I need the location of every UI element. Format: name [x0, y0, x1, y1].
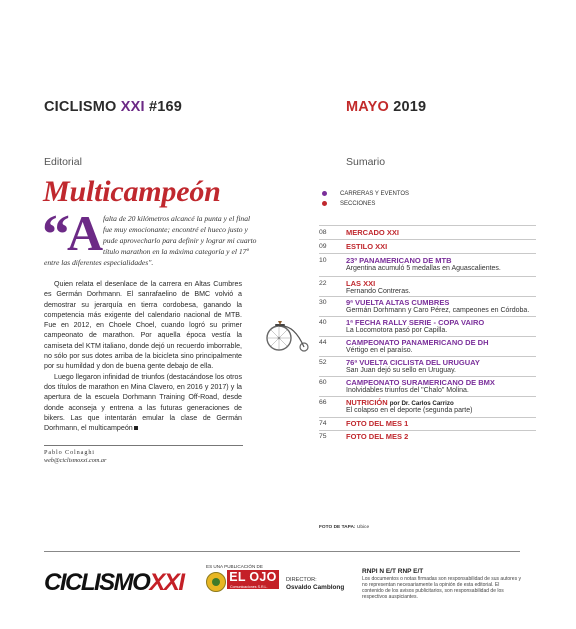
magazine-name-suffix: XXI: [120, 99, 145, 115]
summary-subtitle: El colapso en el deporte (segunda parte): [346, 407, 473, 414]
summary-section-label: Sumario: [346, 156, 386, 168]
logo-prefix: CICLISMO: [44, 569, 150, 596]
summary-author: por Dr. Carlos Carrizo: [389, 400, 454, 407]
summary-divider: [319, 430, 536, 431]
publisher-badge-icon: [206, 572, 226, 592]
editorial-title: Multicampeón: [43, 175, 221, 208]
logo-suffix: XXI: [149, 569, 184, 596]
summary-title: CAMPEONATO PANAMERICANO DE DH: [346, 338, 489, 347]
summary-divider: [319, 225, 536, 226]
legend-dot-events-icon: [322, 191, 327, 196]
summary-page-number: 74: [319, 420, 327, 427]
director-label: DIRECTOR:: [286, 577, 317, 583]
publisher-logo: EL OJO: [227, 570, 279, 589]
issue-number: #169: [148, 99, 183, 115]
publisher-subtitle: Comunicaciones S.R.L.: [230, 585, 268, 589]
legend-dot-sections-icon: [322, 201, 327, 206]
editorial-paragraph-text: Luego llegaron infinidad de triunfos (destacándose los otros dos títulos de marathon en Mina Clavero, en 2016 y 2017) y la apertura de la escuela Dorhmann Training Off-Road, desde donde aconseja y entrena a las futuras generaciones de bikers. Las que intentarán emular la clase de Germán Dorhmann, el multicampeón: [44, 372, 242, 433]
editorial-section-label: Editorial: [44, 156, 82, 168]
summary-title: 1ª FECHA RALLY SERIE - COPA VAIRO: [346, 318, 485, 327]
summary-page-number: 30: [319, 299, 327, 306]
footer-divider: [44, 551, 520, 552]
issue-month: MAYO: [346, 99, 389, 115]
summary-title: FOTO DEL MES 2: [346, 432, 409, 441]
summary-title: CAMPEONATO SURAMERICANO DE BMX: [346, 378, 495, 387]
summary-title: MERCADO XXI: [346, 228, 399, 237]
summary-divider: [319, 296, 536, 297]
registration-number: RNPI N E/T RNP E/T: [362, 568, 424, 575]
legend-events-label: CARRERAS Y EVENTOS: [340, 191, 410, 197]
summary-page-number: 52: [319, 359, 327, 366]
quote-mark-icon: “: [42, 204, 70, 266]
summary-page-number: 60: [319, 379, 327, 386]
summary-divider: [319, 417, 536, 418]
cover-credit: [319, 525, 369, 530]
summary-subtitle: Germán Dorhmann y Caro Pérez, campeones en Córdoba.: [346, 307, 530, 314]
magazine-header: [44, 99, 182, 115]
intro-line: entre las diferentes especialidades".: [44, 258, 154, 267]
magazine-name-prefix: CICLISMO: [44, 99, 117, 115]
cover-label: FOTO DE TAPA:: [319, 525, 356, 530]
summary-divider: [319, 276, 536, 277]
summary-page-number: 66: [319, 399, 327, 406]
summary-title: 23º PANAMERICANO DE MTB: [346, 256, 452, 265]
summary-title: FOTO DEL MES 1: [346, 419, 409, 428]
summary-page-number: 44: [319, 339, 327, 346]
cover-photographer: Ubice: [356, 525, 370, 530]
summary-title-text: NUTRICIÓN: [346, 398, 388, 407]
director-name: Osvaldo Camblong: [286, 584, 345, 591]
intro-line: título marathon en la máxima categoría y el 17º: [103, 247, 249, 256]
intro-line: fue muy emocionante; encontré el hueco justo y: [103, 225, 248, 234]
editorial-paragraph: Quien relata el desenlace de la carrera en Altas Cumbres es Germán Dorhmann. El sanrafaelino de BMC volvió a demostrar su jerarquía en tierra cordobesa, ganando la competencia más exigente del calendario nacional de MTB. Fue en 2012, en Choele Choel, cuando logró su primer campeonato de marathon. Por aquella época vestía la camiseta del KTM italiano, donde dejó un recuerdo imborrable, no sólo por sus dotes arriba de la bicicleta sino principalmente por su humildad y don de buena gente debajo de ella.: [44, 280, 242, 371]
signature-email: web@ciclismoxxi.com.ar: [44, 457, 107, 464]
summary-subtitle: La Locomotora pasó por Capilla.: [346, 327, 448, 334]
intro-line: falta de 20 kilómetros alcancé la punta y el final: [103, 214, 251, 223]
summary-subtitle: San Juan dejó su sello en Uruguay.: [346, 367, 456, 374]
summary-divider: [319, 253, 536, 254]
summary-subtitle: Vértigo en el paraíso.: [346, 347, 413, 354]
summary-divider: [319, 376, 536, 377]
summary-page-number: 09: [319, 243, 327, 250]
summary-title: LAS XXI: [346, 279, 376, 288]
legend-sections-label: SECCIONES: [340, 201, 376, 207]
editorial-body: [44, 279, 242, 433]
summary-divider: [319, 336, 536, 337]
summary-page-number: 22: [319, 280, 327, 287]
summary-subtitle: Fernando Contreras.: [346, 288, 411, 295]
summary-divider: [319, 396, 536, 397]
issue-date: [346, 99, 426, 115]
summary-title: 9ª VUELTA ALTAS CUMBRES: [346, 298, 450, 307]
summary-subtitle: Argentina acumuló 5 medallas en Aguascalientes.: [346, 265, 501, 272]
summary-divider: [319, 356, 536, 357]
summary-page-number: 75: [319, 433, 327, 440]
legal-disclaimer: Los documentos o notas firmadas son responsabilidad de sus autores y no representan necesariamente la opinión de esta editorial. El contenido de los avisos publicitarios, son responsabilidad de los respectivos auspiciantes.: [362, 576, 521, 600]
summary-title: 76ª VUELTA CICLISTA DEL URUGUAY: [346, 358, 480, 367]
summary-title: [346, 398, 454, 407]
publisher-label: ES UNA PUBLICACIÓN DE: [206, 564, 263, 569]
summary-title: ESTILO XXI: [346, 242, 388, 251]
summary-page-number: 10: [319, 257, 327, 264]
summary-divider: [319, 316, 536, 317]
summary-subtitle: Inolvidables triunfos del "Chalo" Molina.: [346, 387, 469, 394]
end-square-icon: [134, 426, 138, 430]
summary-page-number: 40: [319, 319, 327, 326]
signature-name: Pablo Colnaghi: [44, 449, 95, 456]
intro-line: pude aprovecharlo para definir y lograr mi cuarto: [103, 236, 257, 245]
signature-divider: [44, 445, 243, 446]
summary-page-number: 08: [319, 229, 327, 236]
editorial-paragraph-last: [44, 372, 242, 434]
penny-farthing-icon: [264, 318, 312, 354]
magazine-logo: [44, 570, 184, 596]
intro-drop-letter: A: [67, 205, 104, 261]
summary-divider: [319, 239, 536, 240]
issue-year: 2019: [393, 99, 427, 115]
